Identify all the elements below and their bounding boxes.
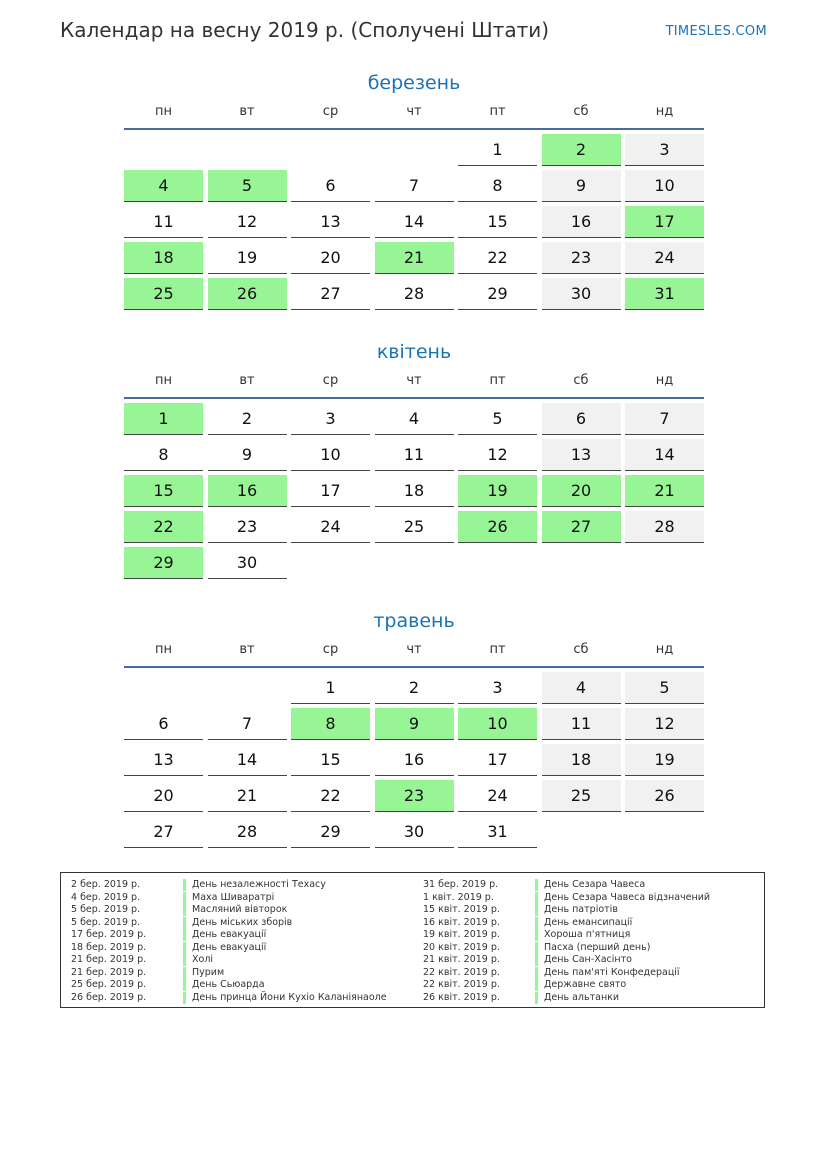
weekend-day-cell: 13	[542, 439, 621, 471]
legend-holiday-name: День Сьюарда	[192, 979, 265, 990]
day-cell: 27	[291, 278, 370, 310]
legend-holiday-name: Державне свято	[544, 979, 627, 990]
legend-holiday-name: День принца Йони Кухіо Каланіянаоле	[192, 991, 387, 1003]
holiday-day-cell: 22	[124, 511, 203, 543]
holiday-day-cell: 29	[124, 547, 203, 579]
day-cell: 22	[291, 780, 370, 812]
empty-day-cell	[625, 816, 704, 847]
week-row	[124, 708, 704, 740]
legend-entry	[71, 992, 387, 1005]
day-cell: 14	[208, 744, 287, 776]
legend-entry	[71, 879, 387, 892]
holiday-day-cell: 21	[375, 242, 454, 274]
holiday-day-cell: 10	[458, 708, 537, 740]
day-cell: 20	[291, 242, 370, 274]
month-block	[124, 608, 704, 852]
holiday-day-cell: 17	[625, 206, 704, 238]
holiday-day-cell: 20	[542, 475, 621, 507]
legend-entry	[71, 904, 387, 917]
legend-date: 5 бер. 2019 р.	[71, 904, 141, 915]
legend-entry	[423, 879, 710, 892]
empty-day-cell	[208, 134, 287, 165]
day-grid	[124, 134, 704, 310]
weekday-label: сб	[573, 373, 589, 388]
week-row	[124, 475, 704, 507]
holiday-marker	[183, 879, 186, 891]
legend-date: 22 квіт. 2019 р.	[423, 966, 500, 978]
legend-date: 4 бер. 2019 р.	[71, 891, 141, 903]
weekday-header-row	[124, 369, 704, 399]
day-cell: 28	[208, 816, 287, 848]
legend-holiday-name: День емансипації	[544, 916, 633, 928]
holiday-day-cell: 27	[542, 511, 621, 543]
holiday-marker	[535, 992, 538, 1004]
legend-holiday-name: Хороша п'ятниця	[544, 929, 631, 940]
weekend-day-cell: 23	[542, 242, 621, 274]
day-cell: 11	[124, 206, 203, 238]
day-grid	[124, 403, 704, 579]
weekday-label: нд	[655, 373, 674, 388]
weekday-label: нд	[655, 642, 674, 657]
empty-day-cell	[458, 547, 537, 578]
empty-day-cell	[375, 547, 454, 578]
week-row	[124, 170, 704, 202]
weekend-day-cell: 6	[542, 403, 621, 435]
legend-holiday-name: День евакуації	[192, 929, 267, 940]
day-cell: 29	[291, 816, 370, 848]
holiday-day-cell: 5	[208, 170, 287, 202]
legend-entry	[423, 917, 710, 930]
month-name: березень	[367, 72, 461, 94]
holiday-marker	[535, 917, 538, 929]
holiday-marker	[535, 979, 538, 991]
holiday-marker	[183, 892, 186, 904]
holiday-day-cell: 26	[208, 278, 287, 310]
legend-entry	[423, 904, 710, 917]
day-cell: 13	[291, 206, 370, 238]
weekday-label: пт	[489, 642, 506, 657]
empty-day-cell	[542, 547, 621, 578]
day-cell: 15	[458, 206, 537, 238]
weekday-header-row	[124, 100, 704, 130]
day-cell: 1	[458, 134, 537, 166]
day-cell: 30	[208, 547, 287, 579]
legend-holiday-name: Пасха (перший день)	[544, 941, 651, 953]
legend-date: 20 квіт. 2019 р.	[423, 941, 500, 953]
legend-date: 16 квіт. 2019 р.	[423, 916, 500, 928]
legend-holiday-name: День евакуації	[192, 941, 267, 953]
weekday-label: вт	[239, 642, 255, 657]
empty-day-cell	[124, 134, 203, 165]
legend-column-right	[423, 879, 710, 1004]
legend-date: 26 квіт. 2019 р.	[423, 991, 500, 1003]
legend-holiday-name: Холі	[192, 954, 214, 965]
day-cell: 6	[124, 708, 203, 740]
weekend-day-cell: 19	[625, 744, 704, 776]
holiday-legend	[60, 872, 765, 1008]
week-row	[124, 780, 704, 812]
holiday-day-cell: 2	[542, 134, 621, 166]
weekday-label: чт	[406, 642, 422, 657]
legend-holiday-name: День Сан-Хасінто	[544, 954, 632, 965]
day-cell: 27	[124, 816, 203, 848]
holiday-marker	[183, 979, 186, 991]
legend-date: 15 квіт. 2019 р.	[423, 904, 500, 915]
day-cell: 29	[458, 278, 537, 310]
day-cell: 30	[375, 816, 454, 848]
holiday-day-cell: 25	[124, 278, 203, 310]
day-cell: 13	[124, 744, 203, 776]
day-cell: 12	[458, 439, 537, 471]
empty-day-cell	[291, 134, 370, 165]
day-cell: 16	[375, 744, 454, 776]
legend-date: 5 бер. 2019 р.	[71, 916, 141, 928]
day-cell: 6	[291, 170, 370, 202]
weekend-day-cell: 18	[542, 744, 621, 776]
legend-date: 17 бер. 2019 р.	[71, 929, 147, 940]
legend-date: 31 бер. 2019 р.	[423, 879, 499, 890]
legend-date: 26 бер. 2019 р.	[71, 991, 147, 1003]
weekend-day-cell: 10	[625, 170, 704, 202]
page-title: Календар на весну 2019 р. (Сполучені Штати)	[60, 18, 550, 42]
holiday-day-cell: 15	[124, 475, 203, 507]
holiday-marker	[183, 992, 186, 1004]
day-cell: 8	[458, 170, 537, 202]
day-cell: 4	[375, 403, 454, 435]
week-row	[124, 547, 704, 579]
day-cell: 2	[208, 403, 287, 435]
week-row	[124, 278, 704, 310]
empty-day-cell	[542, 816, 621, 847]
legend-holiday-name: День Сезара Чавеса	[544, 879, 646, 890]
day-cell: 3	[291, 403, 370, 435]
holiday-day-cell: 4	[124, 170, 203, 202]
month-name: квітень	[376, 341, 452, 363]
day-cell: 1	[291, 672, 370, 704]
holiday-marker	[535, 879, 538, 891]
day-cell: 3	[458, 672, 537, 704]
weekend-day-cell: 12	[625, 708, 704, 740]
day-cell: 23	[208, 511, 287, 543]
day-cell: 22	[458, 242, 537, 274]
empty-day-cell	[375, 134, 454, 165]
weekend-day-cell: 30	[542, 278, 621, 310]
legend-entry	[71, 967, 387, 980]
legend-holiday-name: День міських зборів	[192, 916, 293, 928]
day-cell: 20	[124, 780, 203, 812]
day-cell: 24	[458, 780, 537, 812]
empty-day-cell	[625, 547, 704, 578]
day-cell: 5	[458, 403, 537, 435]
month-name: травень	[373, 610, 455, 632]
weekend-day-cell: 7	[625, 403, 704, 435]
legend-date: 25 бер. 2019 р.	[71, 979, 147, 990]
legend-entry	[423, 942, 710, 955]
weekday-label: ср	[322, 642, 339, 657]
weekday-label: чт	[406, 373, 422, 388]
holiday-marker	[535, 892, 538, 904]
weekday-label: пт	[489, 104, 506, 119]
weekday-label: ср	[322, 104, 339, 119]
month-block	[124, 339, 704, 583]
legend-holiday-name: Масляний вівторок	[192, 904, 288, 915]
legend-column-left	[71, 879, 387, 1004]
week-row	[124, 744, 704, 776]
legend-date: 22 квіт. 2019 р.	[423, 979, 500, 990]
weekday-label: сб	[573, 642, 589, 657]
weekday-label: ср	[322, 373, 339, 388]
holiday-marker	[535, 942, 538, 954]
weekend-day-cell: 9	[542, 170, 621, 202]
legend-date: 1 квіт. 2019 р.	[423, 891, 494, 903]
weekday-label: нд	[655, 104, 674, 119]
weekend-day-cell: 26	[625, 780, 704, 812]
holiday-marker	[183, 917, 186, 929]
day-grid	[124, 672, 704, 848]
day-cell: 19	[208, 242, 287, 274]
legend-date: 18 бер. 2019 р.	[71, 941, 147, 953]
holiday-marker	[183, 904, 186, 916]
holiday-marker	[535, 954, 538, 966]
legend-entry	[71, 929, 387, 942]
holiday-marker	[183, 929, 186, 941]
holiday-marker	[535, 929, 538, 941]
empty-day-cell	[291, 547, 370, 578]
week-row	[124, 439, 704, 471]
day-cell: 11	[375, 439, 454, 471]
legend-date: 19 квіт. 2019 р.	[423, 929, 500, 940]
legend-entry	[423, 979, 710, 992]
week-row	[124, 206, 704, 238]
holiday-day-cell: 23	[375, 780, 454, 812]
weekday-label: пн	[155, 642, 172, 657]
week-row	[124, 511, 704, 543]
holiday-day-cell: 1	[124, 403, 203, 435]
holiday-day-cell: 31	[625, 278, 704, 310]
day-cell: 8	[124, 439, 203, 471]
legend-date: 21 квіт. 2019 р.	[423, 954, 500, 965]
legend-date: 21 бер. 2019 р.	[71, 954, 147, 965]
empty-day-cell	[124, 672, 203, 703]
legend-holiday-name: День Сезара Чавеса відзначений	[544, 891, 711, 903]
day-cell: 31	[458, 816, 537, 848]
weekend-day-cell: 3	[625, 134, 704, 166]
weekend-day-cell: 25	[542, 780, 621, 812]
day-cell: 17	[291, 475, 370, 507]
holiday-marker	[183, 967, 186, 979]
weekend-day-cell: 14	[625, 439, 704, 471]
weekend-day-cell: 11	[542, 708, 621, 740]
week-row	[124, 816, 704, 848]
holiday-day-cell: 18	[124, 242, 203, 274]
legend-entry	[71, 942, 387, 955]
site-link[interactable]: TIMESLES.COM	[665, 24, 767, 39]
day-cell: 24	[291, 511, 370, 543]
day-cell: 25	[375, 511, 454, 543]
legend-entry	[423, 992, 710, 1005]
legend-entry	[71, 979, 387, 992]
month-block	[124, 70, 704, 314]
day-cell: 12	[208, 206, 287, 238]
weekday-header-row	[124, 638, 704, 668]
holiday-day-cell: 21	[625, 475, 704, 507]
legend-date: 2 бер. 2019 р.	[71, 879, 141, 890]
weekday-label: пн	[155, 373, 172, 388]
empty-day-cell	[208, 672, 287, 703]
week-row	[124, 403, 704, 435]
holiday-marker	[535, 904, 538, 916]
week-row	[124, 134, 704, 166]
legend-holiday-name: День пам'яті Конфедерації	[544, 966, 680, 978]
legend-holiday-name: День патріотів	[544, 904, 618, 915]
day-cell: 9	[208, 439, 287, 471]
day-cell: 28	[375, 278, 454, 310]
day-cell: 2	[375, 672, 454, 704]
weekday-label: вт	[239, 373, 255, 388]
holiday-day-cell: 8	[291, 708, 370, 740]
holiday-marker	[535, 967, 538, 979]
weekday-label: вт	[239, 104, 255, 119]
legend-entry	[423, 929, 710, 942]
weekday-label: сб	[573, 104, 589, 119]
legend-holiday-name: Пурим	[192, 966, 225, 978]
weekend-day-cell: 4	[542, 672, 621, 704]
day-cell: 21	[208, 780, 287, 812]
day-cell: 18	[375, 475, 454, 507]
holiday-marker	[183, 942, 186, 954]
legend-entry	[423, 967, 710, 980]
legend-date: 21 бер. 2019 р.	[71, 966, 147, 978]
legend-entry	[71, 954, 387, 967]
holiday-day-cell: 9	[375, 708, 454, 740]
week-row	[124, 672, 704, 704]
holiday-day-cell: 19	[458, 475, 537, 507]
weekend-day-cell: 5	[625, 672, 704, 704]
legend-entry	[423, 954, 710, 967]
holiday-day-cell: 16	[208, 475, 287, 507]
day-cell: 7	[375, 170, 454, 202]
legend-holiday-name: День альтанки	[544, 991, 620, 1003]
weekend-day-cell: 24	[625, 242, 704, 274]
legend-holiday-name: День незалежності Техасу	[192, 879, 326, 890]
legend-entry	[71, 892, 387, 905]
day-cell: 14	[375, 206, 454, 238]
holiday-day-cell: 26	[458, 511, 537, 543]
week-row	[124, 242, 704, 274]
weekend-day-cell: 28	[625, 511, 704, 543]
day-cell: 15	[291, 744, 370, 776]
weekday-label: чт	[406, 104, 422, 119]
day-cell: 17	[458, 744, 537, 776]
weekday-label: пн	[155, 104, 172, 119]
holiday-marker	[183, 954, 186, 966]
day-cell: 10	[291, 439, 370, 471]
legend-entry	[71, 917, 387, 930]
legend-entry	[423, 892, 710, 905]
legend-holiday-name: Маха Шиваратрі	[192, 891, 275, 903]
weekend-day-cell: 16	[542, 206, 621, 238]
day-cell: 7	[208, 708, 287, 740]
weekday-label: пт	[489, 373, 506, 388]
